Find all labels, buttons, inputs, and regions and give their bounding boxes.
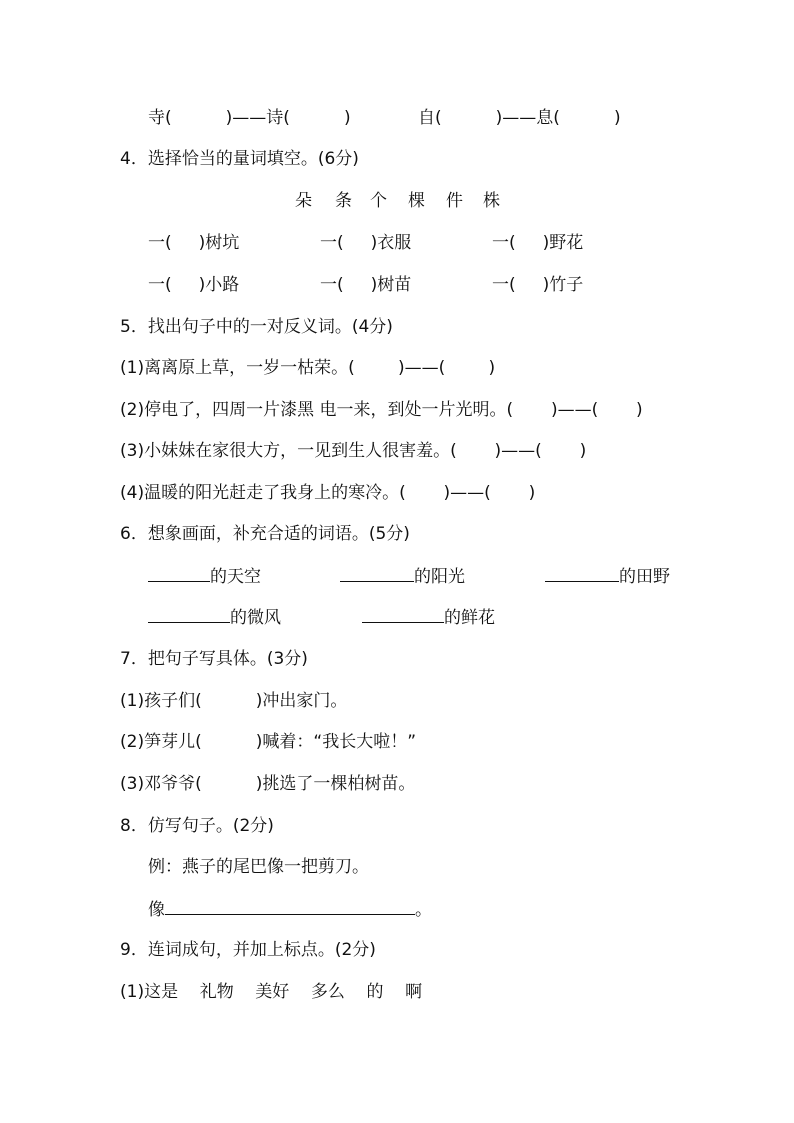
q4-item-2: 一( )衣服 <box>320 233 412 253</box>
q6-title: 6．想象画面，补充合适的词语。(5分) <box>120 524 410 544</box>
q4-word-1: 朵 <box>295 191 312 211</box>
answer-blank[interactable] <box>148 565 210 582</box>
q4-word-3: 个 <box>370 191 387 211</box>
q8-title: 8．仿写句子。(2分) <box>120 816 274 836</box>
q4-word-4: 棵 <box>408 191 425 211</box>
q5-title: 5．找出句子中的一对反义词。(4分) <box>120 317 393 337</box>
answer-blank[interactable] <box>545 565 619 582</box>
q4-word-5: 件 <box>446 191 463 211</box>
q7-item-2: (2)笋芽儿( )喊着：“我长大啦！” <box>120 732 416 752</box>
q5-item-2: (2)停电了，四周一片漆黑 电一来，到处一片光明。( )——( ) <box>120 400 643 420</box>
answer-blank[interactable] <box>165 898 415 915</box>
q6-item-sunlight: 的阳光 <box>340 565 465 588</box>
answer-blank[interactable] <box>362 606 444 623</box>
q9-item-1: (1)这是 礼物 美好 多么 的 啊 <box>120 982 423 1002</box>
q7-item-3: (3)邓爷爷( )挑选了一棵柏树苗。 <box>120 774 416 794</box>
q6-item-flowers: 的鲜花 <box>362 606 495 629</box>
q6-item-field: 的田野 <box>545 565 670 588</box>
q6-item-breeze: 的微风 <box>148 606 281 629</box>
q4-item-1: 一( )树坑 <box>148 233 240 253</box>
q4-item-4: 一( )小路 <box>148 275 240 295</box>
q4-item-5: 一( )树苗 <box>320 275 412 295</box>
q4-word-2: 条 <box>335 191 352 211</box>
q9-title: 9．连词成句，并加上标点。(2分) <box>120 940 376 960</box>
q3-item-zi-xi: 自( )——息( ) <box>418 108 621 128</box>
q4-item-3: 一( )野花 <box>492 233 584 253</box>
q7-title: 7．把句子写具体。(3分) <box>120 649 308 669</box>
q3-item-si-shi: 寺( )——诗( ) <box>148 108 351 128</box>
q4-item-6: 一( )竹子 <box>492 275 584 295</box>
answer-blank[interactable] <box>340 565 414 582</box>
q8-example: 例：燕子的尾巴像一把剪刀。 <box>148 857 369 877</box>
q5-item-4: (4)温暖的阳光赶走了我身上的寒冷。( )——( ) <box>120 483 536 503</box>
q5-item-1: (1)离离原上草，一岁一枯荣。( )——( ) <box>120 358 496 378</box>
q4-title: 4．选择恰当的量词填空。(6分) <box>120 149 359 169</box>
q4-word-6: 株 <box>483 191 500 211</box>
answer-blank[interactable] <box>148 606 230 623</box>
q7-item-1: (1)孩子们( )冲出家门。 <box>120 691 348 711</box>
q6-item-sky: 的天空 <box>148 565 261 588</box>
q5-item-3: (3)小妹妹在家很大方，一见到生人很害羞。( )——( ) <box>120 441 587 461</box>
q8-answer-line: 像 。 <box>148 900 432 920</box>
